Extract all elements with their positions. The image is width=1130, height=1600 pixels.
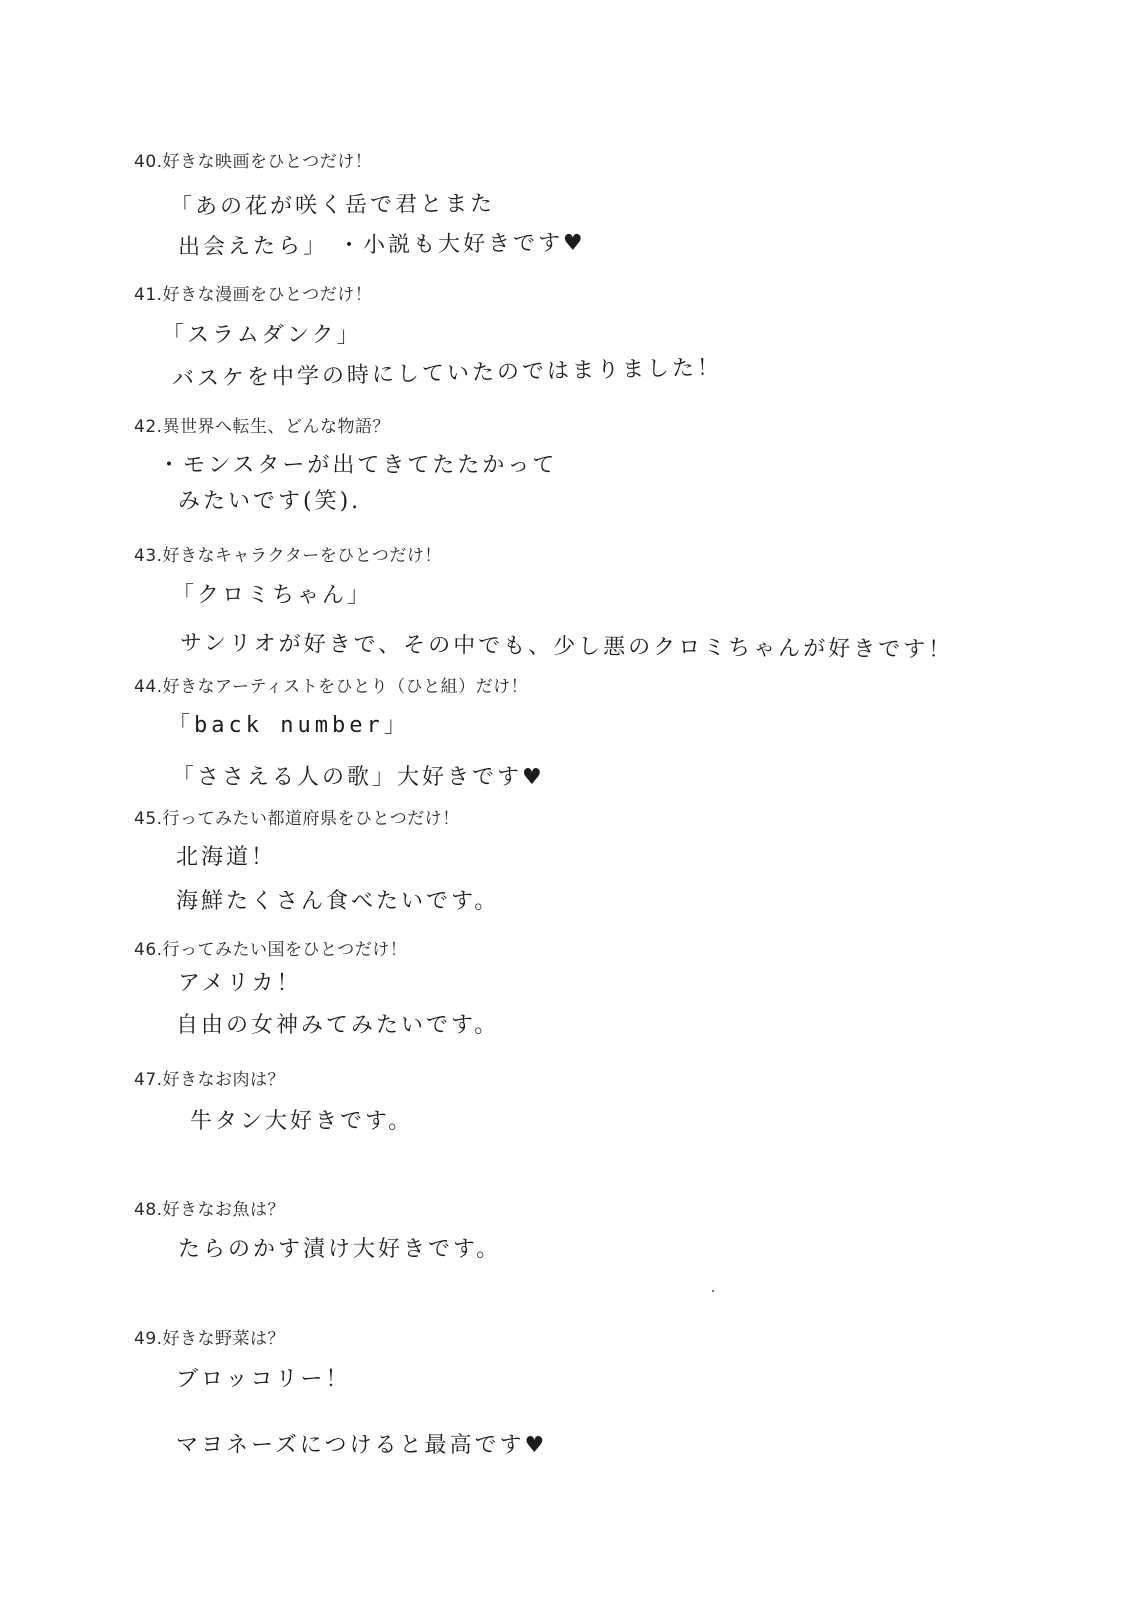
answer-49-line-1: ブロッコリー！ <box>176 1367 351 1392</box>
question-40: 40.好きな映画をひとつだけ！ <box>134 152 373 172</box>
answer-48-line-1: たらのかす漬け大好きです。 <box>178 1237 502 1262</box>
answer-47-line-1: 牛タン大好きです。 <box>190 1109 414 1134</box>
answer-46-line-1: アメリカ！ <box>178 971 302 996</box>
answer-46-line-2: 自由の女神みてみたいです。 <box>176 1013 500 1038</box>
question-48: 48.好きなお魚は？ <box>134 1200 286 1220</box>
answer-40-line-2: 出会えたら」 ・小説も大好きです♥ <box>177 230 586 260</box>
answer-43-line-1: 「クロミちゃん」 <box>172 583 373 608</box>
stray-mark <box>712 1290 714 1292</box>
answer-40-line-1: 「あの花が咲く岳で君とまた <box>169 191 496 220</box>
question-46: 46.行ってみたい国をひとつだけ！ <box>134 940 408 960</box>
answer-44-line-2: 「ささえる人の歌」大好きです♥ <box>172 765 545 790</box>
answer-44-line-1: 「back number」 <box>168 713 410 738</box>
answer-41-line-2: バスケを中学の時にしていたのではまりました！ <box>171 355 723 392</box>
question-49: 49.好きな野菜は？ <box>134 1329 286 1349</box>
answer-42-line-1: ・モンスターが出てきてたたかって <box>158 453 558 478</box>
answer-41-line-1: 「スラムダンク」 <box>162 323 362 348</box>
question-42: 42.異世界へ転生、どんな物語？ <box>134 417 391 437</box>
answer-45-line-2: 海鮮たくさん食べたいです。 <box>176 889 500 914</box>
question-41: 41.好きな漫画をひとつだけ！ <box>134 285 373 305</box>
question-43: 43.好きなキャラクターをひとつだけ！ <box>134 546 442 566</box>
answer-45-line-1: 北海道！ <box>176 845 277 870</box>
question-47: 47.好きなお肉は？ <box>134 1070 286 1090</box>
answer-43-line-2: サンリオが好きで、その中でも、少し悪のクロミちゃんが好きです！ <box>179 631 954 663</box>
answer-42-line-2: みたいです(笑). <box>178 489 362 514</box>
question-44: 44.好きなアーティストをひとり（ひと組）だけ！ <box>134 677 529 697</box>
answer-49-line-2: マヨネーズにつけると最高です♥ <box>176 1433 548 1458</box>
question-45: 45.行ってみたい都道府県をひとつだけ！ <box>134 809 460 829</box>
